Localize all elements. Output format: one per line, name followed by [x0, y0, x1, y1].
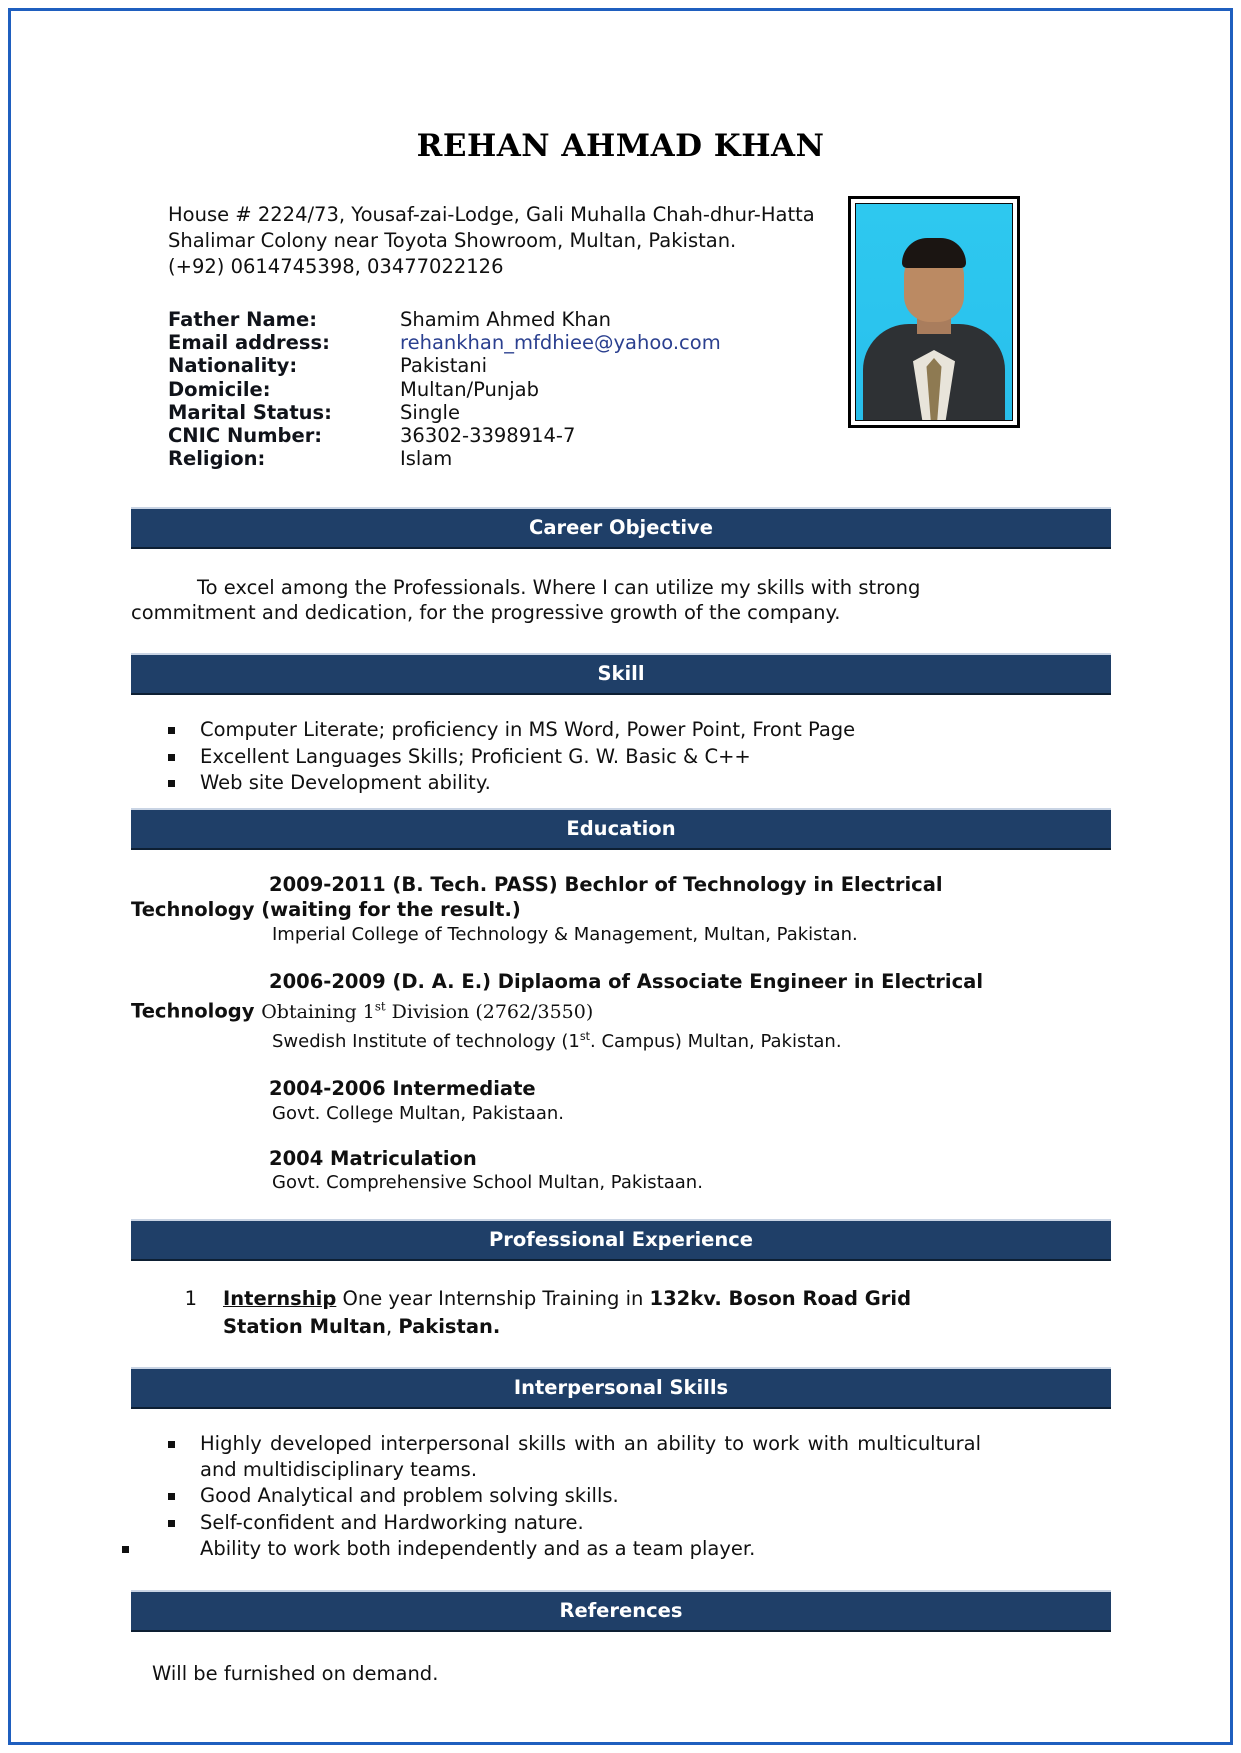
education-list: [0, 850, 1241, 1195]
detail-row-religion: [168, 447, 1241, 470]
list-item: Excellent Languages Skills; Proficient G. W. Basic & C++: [0, 744, 1241, 770]
portrait-hair: [902, 238, 966, 268]
list-item: Good Analytical and problem solving skills.: [0, 1483, 1241, 1509]
education-institute: Govt. Comprehensive School Multan, Pakistaan.: [272, 1172, 703, 1194]
detail-value: Single: [400, 400, 460, 424]
list-item: Ability to work both independently and as a team player.: [0, 1536, 1241, 1562]
education-institute: Swedish Institute of technology (1st. Campus) Multan, Pakistan.: [272, 1030, 842, 1053]
spacer: [0, 947, 1241, 969]
detail-row-marital-status: [168, 401, 1241, 424]
detail-label: CNIC Number:: [168, 424, 323, 448]
experience-item: [131, 1285, 991, 1341]
section-header-career-objective: Career Objective: [131, 507, 1111, 549]
detail-label: Nationality:: [168, 354, 298, 378]
detail-value: Islam: [400, 447, 453, 471]
spacer: [0, 1126, 1241, 1146]
detail-value: 36302-3398914-7: [400, 424, 576, 448]
education-institute: Imperial College of Technology & Management, Multan, Pakistan.: [272, 923, 858, 945]
interpersonal-skills-list: [0, 1409, 1241, 1562]
list-item: Computer Literate; proficiency in MS Word, Power Point, Front Page: [0, 717, 1241, 743]
detail-value: Multan/Punjab: [400, 377, 540, 401]
email-value[interactable]: rehankhan_mfdhiee@yahoo.com: [400, 331, 721, 355]
avatar: [848, 196, 1020, 428]
list-item: Web site Development ability.: [0, 770, 1241, 796]
education-heading: 2004 Matriculation: [269, 1146, 477, 1170]
portrait-photo: [855, 203, 1013, 421]
education-entry: [0, 1146, 1241, 1196]
experience-location: 132kv. Boson Road Grid Station Multan: [223, 1287, 912, 1339]
education-heading-text: 2006-2009 (D. A. E.) Diplaoma of Associate Engineer in Electrical Technology: [131, 969, 983, 1023]
list-item: Self-confident and Hardworking nature.: [0, 1510, 1241, 1536]
contact-address-block: [0, 164, 868, 280]
detail-label: Father Name:: [168, 308, 317, 331]
personal-details-table: [0, 280, 1241, 470]
list-item: Highly developed interpersonal skills with an ability to work with multicultural and multidisciplinary teams.: [0, 1431, 1241, 1482]
detail-label: Domicile:: [168, 377, 271, 401]
education-institute: Govt. College Multan, Pakistaan.: [272, 1102, 564, 1124]
spacer: [0, 1054, 1241, 1076]
detail-row-nationality: [168, 354, 1241, 377]
section-header-references: References: [131, 1590, 1111, 1632]
experience-country: Pakistan.: [398, 1315, 501, 1339]
detail-label: Religion:: [168, 447, 266, 471]
experience-description: One year Internship Training in: [336, 1287, 650, 1311]
section-header-education: Education: [131, 808, 1111, 850]
detail-label: Marital Status:: [168, 400, 332, 424]
career-objective-text: To excel among the Professionals. Where I can utilize my skills with strong commitment and dedication, for the progressive growth of the company.: [131, 576, 921, 625]
address-line-2: Shalimar Colony near Toyota Showroom, Multan, Pakistan.: [168, 229, 737, 252]
experience-number: 1: [184, 1287, 197, 1311]
education-heading: 2009-2011 (B. Tech. PASS) Bechlor of Technology in Electrical Technology (waiting for the result.): [131, 872, 943, 922]
experience-separator: ,: [385, 1315, 399, 1339]
address-line-1: House # 2224/73, Yousaf-zai-Lodge, Gali Muhalla Chah-dhur-Hatta: [168, 203, 815, 226]
detail-row-email: [168, 331, 1241, 354]
education-heading: [0, 969, 1241, 1025]
skill-list: [0, 695, 1241, 796]
experience-text: [223, 1285, 991, 1341]
detail-value: Shamim Ahmed Khan: [400, 308, 612, 331]
references-text: Will be furnished on demand.: [152, 1661, 439, 1685]
page-title: REHAN AHMAD KHAN: [416, 128, 825, 164]
detail-row-father-name: [168, 308, 1241, 331]
education-heading: 2004-2006 Intermediate: [269, 1077, 536, 1101]
section-header-interpersonal-skills: Interpersonal Skills: [131, 1367, 1111, 1409]
education-note: Obtaining 1st Division (2762/3550): [261, 999, 594, 1023]
education-entry: [0, 1076, 1241, 1126]
phone-line: (+92) 0614745398, 03477022126: [168, 255, 504, 278]
detail-row-cnic: [168, 424, 1241, 447]
experience-title: Internship: [223, 1287, 337, 1311]
detail-label: Email address:: [168, 331, 330, 355]
detail-row-domicile: [168, 378, 1241, 401]
section-header-professional-experience: Professional Experience: [131, 1219, 1111, 1261]
detail-value: Pakistani: [400, 354, 488, 378]
experience-list: [0, 1261, 1241, 1341]
section-header-skill: Skill: [131, 653, 1111, 695]
education-entry: [0, 969, 1241, 1054]
education-entry: [0, 872, 1241, 947]
